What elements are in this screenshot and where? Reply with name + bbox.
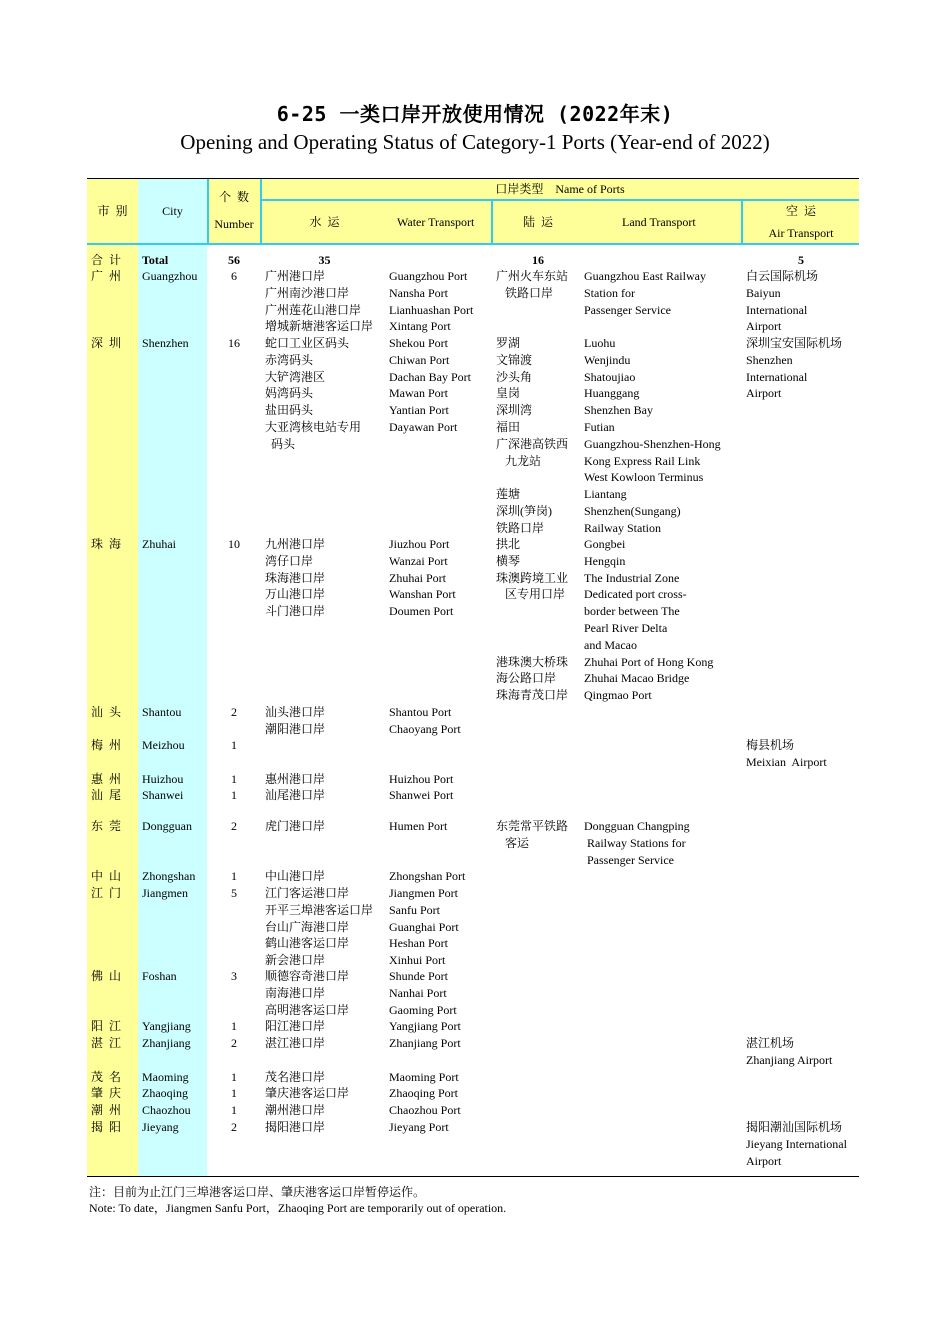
table-top-rule <box>87 178 859 179</box>
row-water-en: Shantou Port Chaoyang Port <box>389 705 461 736</box>
row-water-en: Zhongshan Port <box>389 869 466 883</box>
row-city-cn: 广 州 <box>91 269 122 283</box>
row-city-en: Foshan <box>142 969 177 983</box>
row-land-en: Luohu Wenjindu Shatoujiao Huanggang Shenzhen Bay Futian Guangzhou-Shenzhen-Hong Kong Express Rail Link West Kowloon Terminus Liantang Shenzhen(Sungang) Railway Station <box>584 336 721 535</box>
row-water-en: Humen Port <box>389 819 448 833</box>
row-water-cn: 阳江港口岸 <box>265 1019 326 1033</box>
total-land: 16 <box>532 253 544 267</box>
row-city-cn: 阳 江 <box>91 1019 122 1033</box>
row-number: 1 <box>231 738 237 752</box>
row-city-cn: 汕 头 <box>91 705 122 719</box>
row-water-cn: 湛江港口岸 <box>265 1036 326 1050</box>
header-land-en: Land Transport <box>622 215 696 229</box>
row-city-en: Jieyang <box>142 1120 179 1134</box>
row-water-en: Shekou Port Chiwan Port Dachan Bay Port Mawan Port Yantian Port Dayawan Port <box>389 336 471 434</box>
row-water-cn: 顺德容奇港口岸 南海港口岸 高明港客运口岸 <box>265 969 350 1017</box>
row-number: 2 <box>231 705 237 719</box>
row-water-en: Jiuzhou Port Wanzai Port Zhuhai Port Wanshan Port Doumen Port <box>389 537 456 619</box>
row-number: 2 <box>231 1120 237 1134</box>
row-water-cn: 汕头港口岸 潮阳港口岸 <box>265 705 326 736</box>
row-number: 2 <box>231 819 237 833</box>
row-water-en: Maoming Port <box>389 1070 459 1084</box>
header-water-en: Water Transport <box>397 215 475 229</box>
row-water-cn: 中山港口岸 <box>265 869 326 883</box>
row-number: 1 <box>231 1070 237 1084</box>
row-water-cn: 揭阳港口岸 <box>265 1120 326 1134</box>
row-number: 10 <box>228 537 240 551</box>
row-city-cn: 东 莞 <box>91 819 122 833</box>
row-city-en: Chaozhou <box>142 1103 191 1117</box>
row-city-cn: 湛 江 <box>91 1036 122 1050</box>
row-number: 2 <box>231 1036 237 1050</box>
row-city-en: Shanwei <box>142 788 184 802</box>
row-city-en: Maoming <box>142 1070 189 1084</box>
total-label-cn: 合 计 <box>91 253 122 267</box>
row-number: 1 <box>231 1019 237 1033</box>
row-city-cn: 中 山 <box>91 869 122 883</box>
row-city-cn: 深 圳 <box>91 336 122 350</box>
row-city-cn: 珠 海 <box>91 537 122 551</box>
row-city-en: Zhanjiang <box>142 1036 191 1050</box>
row-water-en: Zhanjiang Port <box>389 1036 461 1050</box>
row-water-en: Chaozhou Port <box>389 1103 461 1117</box>
row-land-cn: 拱北 横琴 珠澳跨境工业 区专用口岸 港珠澳大桥珠 海公路口岸 珠海青茂口岸 <box>496 537 569 703</box>
header-land-cn: 陆 运 <box>522 215 553 229</box>
row-water-en: Zhaoqing Port <box>389 1086 458 1100</box>
total-label-en: Total <box>142 253 169 267</box>
row-city-cn: 茂 名 <box>91 1070 122 1084</box>
row-number: 1 <box>231 869 237 883</box>
row-city-en: Zhuhai <box>142 537 176 551</box>
footnote-cn: 注：目前为止江门三埠港客运口岸、肇庆港客运口岸暂停运作。 <box>89 1185 426 1199</box>
row-city-en: Guangzhou <box>142 269 198 283</box>
row-air: 梅县机场 Meixian Airport <box>746 738 827 769</box>
table-title-cn: 6-25 一类口岸开放使用情况 (2022年末) <box>276 102 674 126</box>
row-number: 1 <box>231 1086 237 1100</box>
row-water-cn: 肇庆港客运口岸 <box>265 1086 350 1100</box>
row-water-cn: 惠州港口岸 <box>265 772 326 786</box>
row-water-cn: 蛇口工业区码头 赤湾码头 大铲湾港区 妈湾码头 盐田码头 大亚湾核电站专用 码头 <box>265 336 362 451</box>
row-air: 白云国际机场 Baiyun International Airport <box>746 269 819 334</box>
row-city-en: Jiangmen <box>142 886 188 900</box>
footnote-en: Note: To date，Jiangmen Sanfu Port，Zhaoqing Port are temporarily out of operation. <box>89 1201 507 1215</box>
row-city-en: Meizhou <box>142 738 185 752</box>
header-number-en: Number <box>214 217 254 231</box>
row-land-en: Guangzhou East Railway Station for Passenger Service <box>584 269 706 317</box>
row-number: 6 <box>231 269 237 283</box>
row-city-en: Zhaoqing <box>142 1086 188 1100</box>
row-water-cn: 茂名港口岸 <box>265 1070 326 1084</box>
row-water-cn: 九州港口岸 湾仔口岸 珠海港口岸 万山港口岸 斗门港口岸 <box>265 537 326 619</box>
row-land-en: Dongguan Changping Railway Stations for Passenger Service <box>584 819 690 867</box>
row-city-cn: 梅 州 <box>91 738 122 752</box>
row-water-cn: 潮州港口岸 <box>265 1103 326 1117</box>
row-water-en: Shunde Port Nanhai Port Gaoming Port <box>389 969 457 1017</box>
row-city-cn: 佛 山 <box>91 969 122 983</box>
header-city-en: City <box>162 204 183 218</box>
row-land-en: Gongbei Hengqin The Industrial Zone Dedicated port cross- border between The Pearl River Delta and Macao Zhuhai Port of Hong Kong Zhuhai Macao Bridge Qingmao Port <box>584 537 714 703</box>
row-number: 5 <box>231 886 237 900</box>
row-land-cn: 罗湖 文锦渡 沙头角 皇岗 深圳湾 福田 广深港高铁西 九龙站 莲塘 深圳(笋岗) 铁路口岸 <box>496 336 569 535</box>
total-number: 56 <box>228 253 240 267</box>
header-name-of-ports: 口岸类型 Name of Ports <box>495 182 625 196</box>
row-number: 1 <box>231 788 237 802</box>
header-inner-rule <box>261 199 859 201</box>
header-city-cn: 市 别 <box>97 204 128 218</box>
header-number-cn: 个 数 <box>218 190 249 204</box>
total-air: 5 <box>798 253 804 267</box>
table-title-en: Opening and Operating Status of Category-1 Ports (Year-end of 2022) <box>180 130 770 154</box>
row-city-en: Zhongshan <box>142 869 196 883</box>
row-city-cn: 江 门 <box>91 886 122 900</box>
row-water-en: Yangjiang Port <box>389 1019 461 1033</box>
row-land-cn: 广州火车东站 铁路口岸 <box>496 269 569 300</box>
row-water-en: Guangzhou Port Nansha Port Lianhuashan Port Xintang Port <box>389 269 474 334</box>
row-water-en: Shanwei Port <box>389 788 454 802</box>
row-city-cn: 揭 阳 <box>91 1120 122 1134</box>
row-number: 1 <box>231 1103 237 1117</box>
row-number: 16 <box>228 336 240 350</box>
row-water-en: Jiangmen Port Sanfu Port Guanghai Port Heshan Port Xinhui Port <box>389 886 459 968</box>
total-water: 35 <box>318 253 331 267</box>
row-city-en: Shenzhen <box>142 336 189 350</box>
row-city-en: Huizhou <box>142 772 184 786</box>
row-city-en: Shantou <box>142 705 182 719</box>
row-air: 揭阳潮汕国际机场 Jieyang International Airport <box>746 1120 847 1168</box>
row-city-cn: 潮 州 <box>91 1103 122 1117</box>
header-bottom-rule <box>87 243 859 245</box>
row-city-cn: 肇 庆 <box>91 1086 122 1100</box>
row-number: 1 <box>231 772 237 786</box>
row-air: 湛江机场 Zhanjiang Airport <box>746 1036 833 1067</box>
header-water-cn: 水 运 <box>309 215 340 229</box>
row-number: 3 <box>231 969 237 983</box>
row-city-en: Dongguan <box>142 819 192 833</box>
row-city-cn: 惠 州 <box>91 772 122 786</box>
header-air-cn: 空 运 <box>785 204 816 218</box>
row-city-cn: 汕 尾 <box>91 788 122 802</box>
row-water-cn: 虎门港口岸 <box>265 819 326 833</box>
row-water-cn: 江门客运港口岸 开平三埠港客运口岸 台山广海港口岸 鹤山港客运口岸 新会港口岸 <box>265 886 374 968</box>
row-city-en: Yangjiang <box>142 1019 191 1033</box>
row-water-cn: 汕尾港口岸 <box>265 788 326 802</box>
row-water-en: Jieyang Port <box>389 1120 449 1134</box>
row-water-cn: 广州港口岸 广州南沙港口岸 广州莲花山港口岸 增城新塘港客运口岸 <box>265 269 374 334</box>
row-water-en: Huizhou Port <box>389 772 454 786</box>
row-land-cn: 东莞常平铁路 客运 <box>496 819 569 850</box>
row-air: 深圳宝安国际机场 Shenzhen International Airport <box>746 336 843 401</box>
header-air-en: Air Transport <box>768 226 834 240</box>
table-bottom-rule <box>87 1176 859 1177</box>
